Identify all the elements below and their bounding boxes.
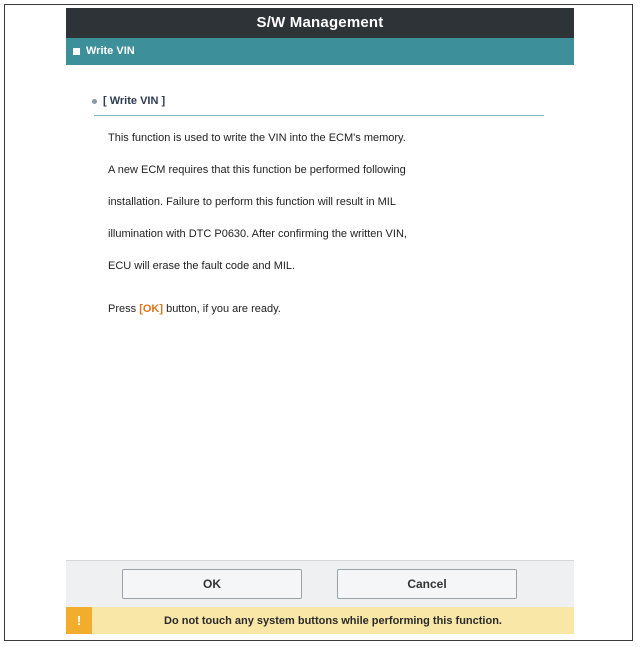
button-bar	[66, 560, 574, 608]
bullet-icon	[92, 99, 97, 104]
description-line: This function is used to write the VIN into the ECM's memory.	[108, 132, 406, 144]
sw-management-window	[66, 8, 574, 634]
exclamation-icon: !	[66, 607, 92, 634]
section-heading-label: [ Write VIN ]	[103, 95, 166, 107]
function-tab-write-vin	[66, 38, 574, 65]
description-line: A new ECM requires that this function be performed following	[108, 164, 406, 176]
window-title: S/W Management	[66, 8, 574, 38]
warning-text: Do not touch any system buttons while performing this function.	[164, 614, 502, 627]
warning-banner	[66, 607, 574, 634]
section-heading	[92, 95, 165, 107]
prompt-text-after: button, if you are ready.	[163, 303, 281, 315]
ready-prompt	[108, 303, 281, 315]
prompt-text-before: Press	[108, 303, 140, 315]
section-divider	[94, 115, 544, 116]
description-line: ECU will erase the fault code and MIL.	[108, 260, 296, 272]
function-tab-label: Write VIN	[86, 45, 135, 57]
description-line: installation. Failure to perform this function will result in MIL	[108, 196, 396, 208]
description-line: illumination with DTC P0630. After confirming the written VIN,	[108, 228, 407, 240]
cancel-button[interactable]: Cancel	[337, 569, 517, 599]
ok-highlight: [OK]	[139, 303, 164, 315]
ok-button[interactable]: OK	[122, 569, 302, 599]
square-icon	[73, 48, 80, 55]
